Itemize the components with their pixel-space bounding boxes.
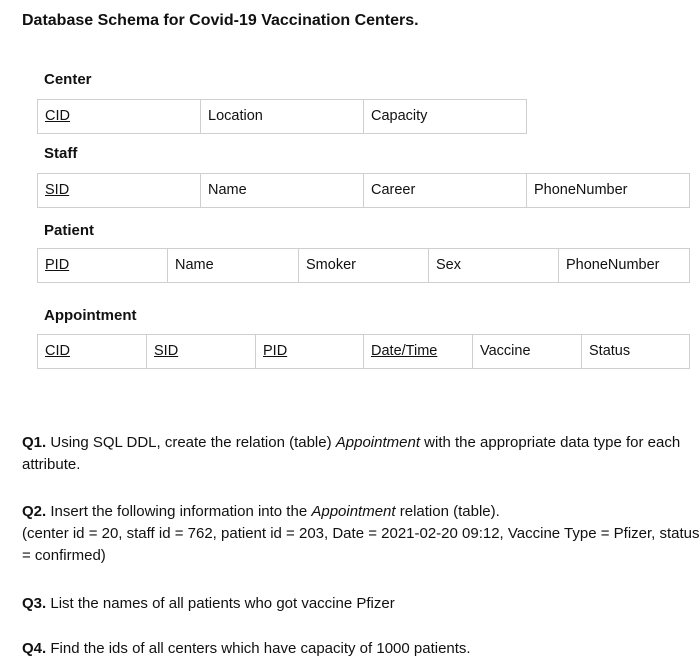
- page-title: Database Schema for Covid-19 Vaccination Centers.: [22, 12, 419, 29]
- appointment-attr-datetime: Date/Time: [364, 335, 473, 368]
- patient-attr-phonenumber: PhoneNumber: [566, 257, 660, 273]
- appointment-attr-cid: CID: [38, 335, 147, 368]
- question-q1-number: Q1.: [22, 434, 47, 451]
- patient-schema-row: [37, 248, 690, 283]
- relation-name-center: Center: [44, 71, 92, 88]
- center-attr-location: Location: [201, 100, 364, 133]
- appointment-attr-vaccine: Vaccine: [473, 335, 582, 368]
- patient-attr-sex: Sex: [429, 249, 559, 282]
- staff-attr-name: Name: [201, 174, 364, 207]
- question-q1: [22, 432, 700, 476]
- relation-name-patient: Patient: [44, 222, 95, 239]
- relation-name-staff: Staff: [44, 145, 78, 162]
- patient-attr-pid: PID: [38, 249, 168, 282]
- question-q2-text-pre: Insert the following information into the: [46, 503, 312, 520]
- question-q2-number: Q2.: [22, 503, 47, 520]
- question-q2-text-post: relation (table).: [395, 503, 500, 520]
- question-q3: [22, 593, 700, 615]
- center-attr-cid: CID: [38, 100, 201, 133]
- question-q4: [22, 638, 700, 660]
- patient-attr-name: Name: [168, 249, 299, 282]
- appointment-attr-pid: PID: [256, 335, 364, 368]
- staff-attr-phonenumber: PhoneNumber: [534, 182, 628, 198]
- question-q1-emphasis: Appointment: [335, 434, 420, 451]
- question-q3-number: Q3.: [22, 595, 47, 612]
- appointment-attr-status: Status: [589, 343, 631, 359]
- appointment-schema-row: [37, 334, 690, 369]
- question-q4-text: Find the ids of all centers which have capacity of 1000 patients.: [46, 640, 471, 657]
- staff-attr-career: Career: [364, 174, 527, 207]
- staff-attr-sid: SID: [38, 174, 201, 207]
- question-q2-emphasis: Appointment: [311, 503, 396, 520]
- appointment-attr-sid: SID: [147, 335, 256, 368]
- relation-name-appointment: Appointment: [44, 307, 137, 324]
- question-q4-number: Q4.: [22, 640, 47, 657]
- question-q1-text-post: with the appropriate data type for each attribute.: [22, 434, 681, 473]
- question-q3-text: List the names of all patients who got vaccine Pfizer: [46, 595, 395, 612]
- question-q2-detail: (center id = 20, staff id = 762, patient id = 203, Date = 2021-02-20 09:12, Vaccine Type = Pfizer, status = confirmed): [22, 525, 700, 564]
- question-q1-text-pre: Using SQL DDL, create the relation (table): [46, 434, 336, 451]
- staff-schema-row: [37, 173, 690, 208]
- center-attr-capacity: Capacity: [371, 108, 428, 124]
- center-schema-row: [37, 99, 527, 134]
- question-q2: [22, 501, 700, 567]
- patient-attr-smoker: Smoker: [299, 249, 429, 282]
